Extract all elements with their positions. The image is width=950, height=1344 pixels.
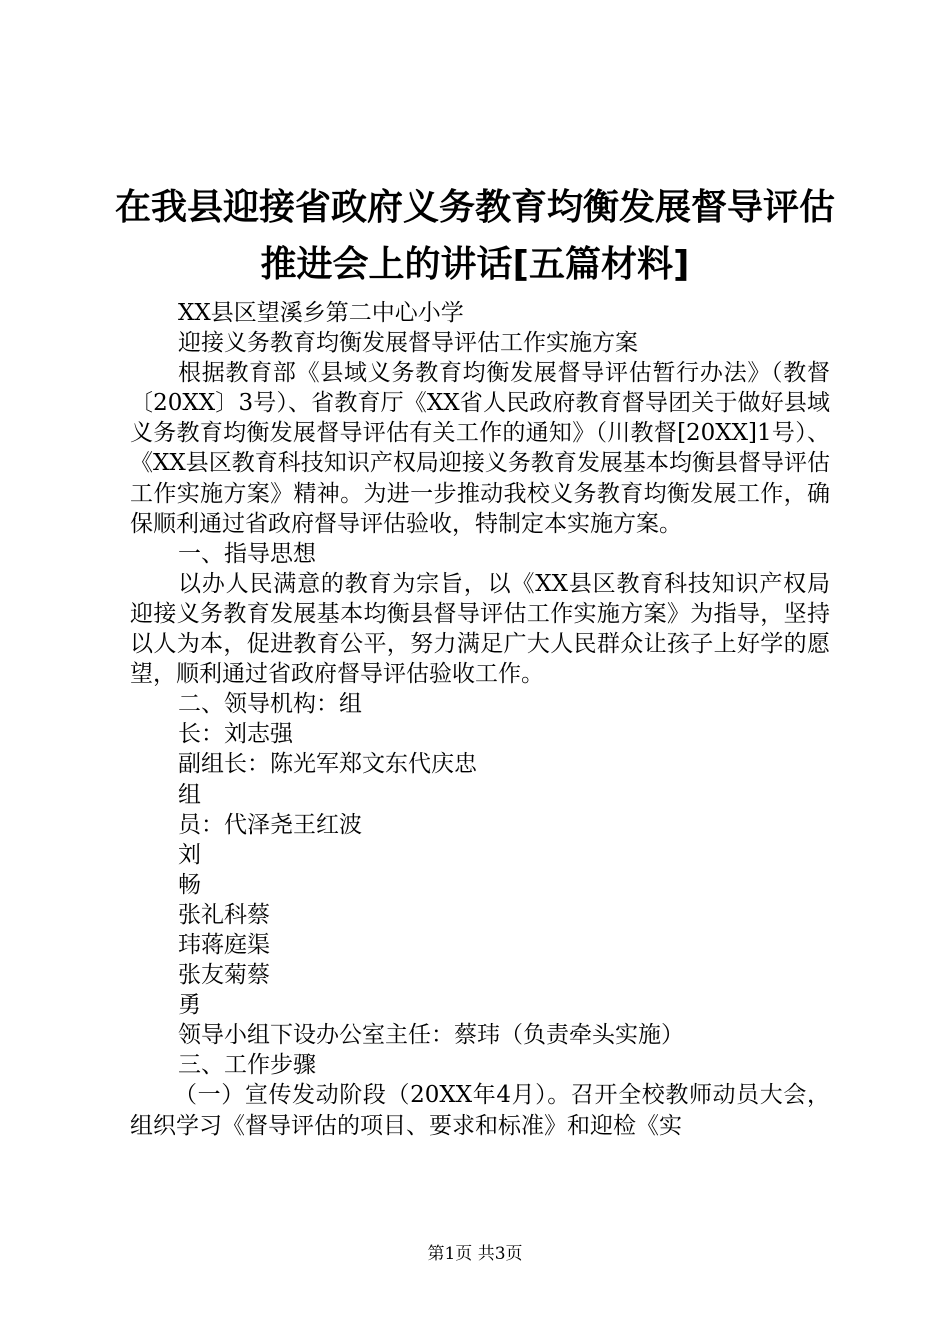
paragraph: （一）宣传发动阶段（20XX年4月）。召开全校教师动员大会，组织学习《督导评估的项目、要求和标准》和迎检《实 bbox=[130, 1082, 830, 1139]
list-item: 员：代泽尧王红波 bbox=[178, 811, 362, 838]
list-item: 玮蒋庭渠 bbox=[178, 931, 270, 958]
list-item: 张礼科蔡 bbox=[178, 901, 270, 928]
section-heading: 二、领导机构：组 bbox=[178, 691, 362, 718]
paragraph: XX县区望溪乡第二中心小学 bbox=[178, 300, 464, 326]
list-item: 畅 bbox=[178, 871, 201, 898]
list-item: 组 bbox=[178, 781, 201, 808]
list-item: 长：刘志强 bbox=[178, 721, 293, 748]
list-item: 副组长：陈光军郑文东代庆忠 bbox=[178, 751, 477, 778]
list-item: 领导小组下设办公室主任：蔡玮（负责牵头实施） bbox=[178, 1022, 684, 1049]
list-item: 勇 bbox=[178, 992, 201, 1019]
paragraph: 迎接义务教育均衡发展督导评估工作实施方案 bbox=[178, 330, 638, 357]
page-footer: 第1页 共3页 bbox=[427, 1244, 523, 1264]
paragraph: 根据教育部《县域义务教育均衡发展督导评估暂行办法》（教督〔20XX〕3号）、省教育厅《XX省人民政府教育督导团关于做好县域义务教育均衡发展督导评估有关工作的通知》（川教督[20XX]1号）、《XX县区教育科技知识产权局迎接义务教育发展基本均衡县督导评估工作实施方案》精神。为进一步推动我校义务教育均衡发展工作，确保顺利通过省政府督导评估验收，特制定本实施方案。 bbox=[130, 360, 830, 537]
document-title-line-2: 推进会上的讲话[五篇材料] bbox=[260, 244, 690, 285]
section-heading: 三、工作步骤 bbox=[178, 1052, 316, 1079]
document-body bbox=[130, 298, 830, 1141]
paragraph: 以办人民满意的教育为宗旨，以《XX县区教育科技知识产权局迎接义务教育发展基本均衡县督导评估工作实施方案》为指导，坚持以人为本，促进教育公平，努力满足广大人民群众让孩子上好学的愿望，顺利通过省政府督导评估验收工作。 bbox=[130, 570, 830, 688]
list-item: 刘 bbox=[178, 841, 201, 868]
list-item: 张友菊蔡 bbox=[178, 962, 270, 989]
document-title-line-1: 在我县迎接省政府义务教育均衡发展督导评估 bbox=[114, 187, 835, 228]
section-heading: 一、指导思想 bbox=[178, 540, 316, 567]
